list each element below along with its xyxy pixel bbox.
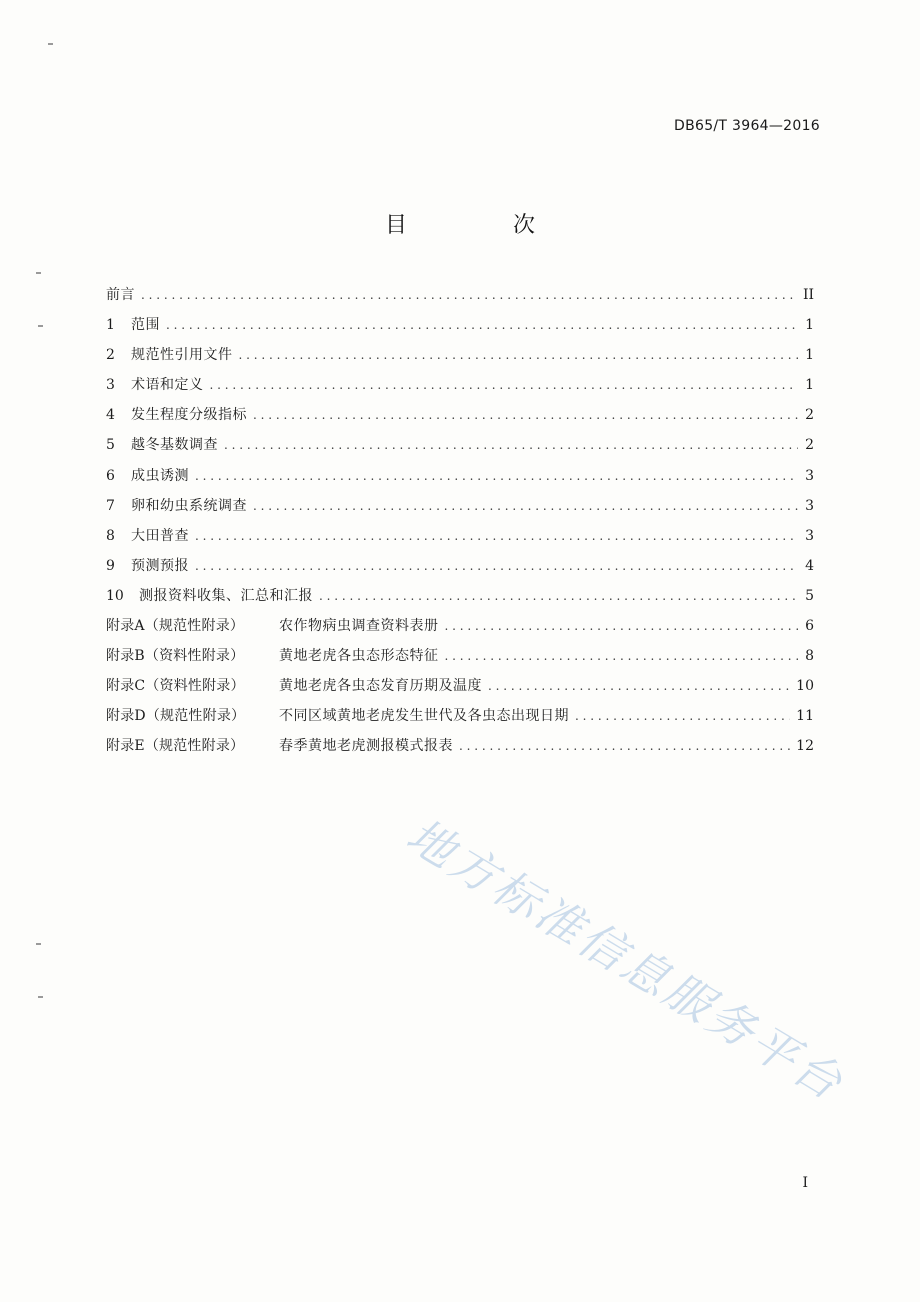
toc-entry-title: 发生程度分级指标 xyxy=(131,407,247,424)
scan-speck xyxy=(36,943,41,945)
dot-leader xyxy=(253,404,798,426)
toc-entry-page: 3 xyxy=(805,497,814,514)
scan-speck xyxy=(38,325,43,327)
toc-entry-page: 2 xyxy=(805,437,814,454)
toc-entry-page: 10 xyxy=(796,678,814,695)
toc-entry-number: 附录E（规范性附录） xyxy=(106,738,245,755)
dot-leader xyxy=(445,615,799,637)
toc-entry-number: 3 xyxy=(106,377,115,394)
toc-entry-page: 6 xyxy=(805,618,814,635)
toc-entry-title: 农作物病虫调查资料表册 xyxy=(279,618,439,635)
toc-entry-title: 不同区域黄地老虎发生世代及各虫态出现日期 xyxy=(279,708,569,725)
toc-title: 目 次 xyxy=(384,213,577,238)
toc-entry-egg-larva-survey[interactable] xyxy=(106,495,814,525)
toc-entry-number: 附录B（资料性附录） xyxy=(106,648,245,665)
toc-entry-number: 5 xyxy=(106,437,115,454)
toc-entry-adult-trapping[interactable] xyxy=(106,465,814,495)
toc-entry-number: 8 xyxy=(106,527,115,544)
toc-entry-number: 2 xyxy=(106,347,115,364)
toc-entry-number: 10 xyxy=(106,587,124,604)
toc-entry-appendix-b[interactable] xyxy=(106,645,814,675)
toc-entry-number: 1 xyxy=(106,317,115,334)
toc-entry-page: 1 xyxy=(805,317,814,334)
dot-leader xyxy=(195,555,798,577)
dot-leader xyxy=(166,314,798,336)
dot-leader xyxy=(141,284,797,306)
page-number: I xyxy=(802,1175,808,1191)
toc-entry-page: 3 xyxy=(805,527,814,544)
toc-entry-occurrence-grading[interactable] xyxy=(106,404,814,434)
toc-entry-page: 4 xyxy=(805,557,814,574)
toc-entry-page: 5 xyxy=(805,587,814,604)
toc-entry-title: 黄地老虎各虫态形态特征 xyxy=(279,648,439,665)
dot-leader xyxy=(459,735,790,757)
toc-entry-title: 范围 xyxy=(131,317,160,334)
toc-entry-number: 4 xyxy=(106,407,115,424)
toc-entry-forecasting[interactable] xyxy=(106,555,814,585)
toc-entry-number: 附录D（规范性附录） xyxy=(106,708,246,725)
dot-leader xyxy=(195,465,798,487)
toc-entry-number: 附录C（资料性附录） xyxy=(106,678,245,695)
toc-entry-number: 附录A（规范性附录） xyxy=(106,618,245,635)
watermark: 地方标准信息服务平台 xyxy=(397,807,854,1112)
toc-entry-field-census[interactable] xyxy=(106,525,814,555)
scan-speck xyxy=(38,996,43,998)
toc-entry-page: 1 xyxy=(805,347,814,364)
toc-entry-title: 前言 xyxy=(106,287,135,303)
document-code: DB65/T 3964—2016 xyxy=(674,118,820,134)
toc-entry-title: 卵和幼虫系统调查 xyxy=(131,497,247,514)
toc-entry-page: 2 xyxy=(805,407,814,424)
toc-entry-scope[interactable] xyxy=(106,314,814,344)
scan-speck xyxy=(36,272,41,274)
toc-entry-title: 黄地老虎各虫态发育历期及温度 xyxy=(279,678,482,695)
dot-leader xyxy=(210,374,799,396)
scan-speck xyxy=(48,43,53,45)
toc-entry-normative-references[interactable] xyxy=(106,344,814,374)
toc-entry-title: 测报资料收集、汇总和汇报 xyxy=(139,587,313,604)
dot-leader xyxy=(445,645,799,667)
toc-entry-page: 11 xyxy=(796,708,814,725)
toc-entry-title: 成虫诱测 xyxy=(131,467,189,484)
toc-entry-title: 春季黄地老虎测报模式报表 xyxy=(279,738,453,755)
dot-leader xyxy=(488,675,790,697)
toc-entry-title: 术语和定义 xyxy=(131,377,204,394)
toc-entry-page: 3 xyxy=(805,467,814,484)
toc-entry-title: 预测预报 xyxy=(131,557,189,574)
toc-entry-appendix-a[interactable] xyxy=(106,615,814,645)
dot-leader xyxy=(575,705,790,727)
dot-leader xyxy=(195,525,798,547)
toc-entry-number: 9 xyxy=(106,557,115,574)
toc-entry-page: 8 xyxy=(805,648,814,665)
toc-entry-title: 大田普查 xyxy=(131,527,189,544)
toc-entry-page: 12 xyxy=(796,738,814,755)
dot-leader xyxy=(224,434,798,456)
toc-entry-appendix-d[interactable] xyxy=(106,705,814,735)
toc-entry-data-reporting[interactable] xyxy=(106,585,814,615)
toc-entry-foreword[interactable] xyxy=(106,284,814,314)
dot-leader xyxy=(253,495,798,517)
dot-leader xyxy=(239,344,799,366)
toc-entry-title: 越冬基数调查 xyxy=(131,437,218,454)
dot-leader xyxy=(319,585,798,607)
table-of-contents xyxy=(106,284,814,766)
toc-entry-number: 6 xyxy=(106,467,115,484)
toc-entry-overwintering-survey[interactable] xyxy=(106,434,814,464)
toc-entry-page: II xyxy=(802,287,814,303)
toc-entry-appendix-c[interactable] xyxy=(106,675,814,705)
toc-entry-page: 1 xyxy=(805,377,814,394)
toc-entry-appendix-e[interactable] xyxy=(106,735,814,765)
toc-entry-title: 规范性引用文件 xyxy=(131,347,233,364)
toc-entry-number: 7 xyxy=(106,497,115,514)
toc-entry-terms-definitions[interactable] xyxy=(106,374,814,404)
